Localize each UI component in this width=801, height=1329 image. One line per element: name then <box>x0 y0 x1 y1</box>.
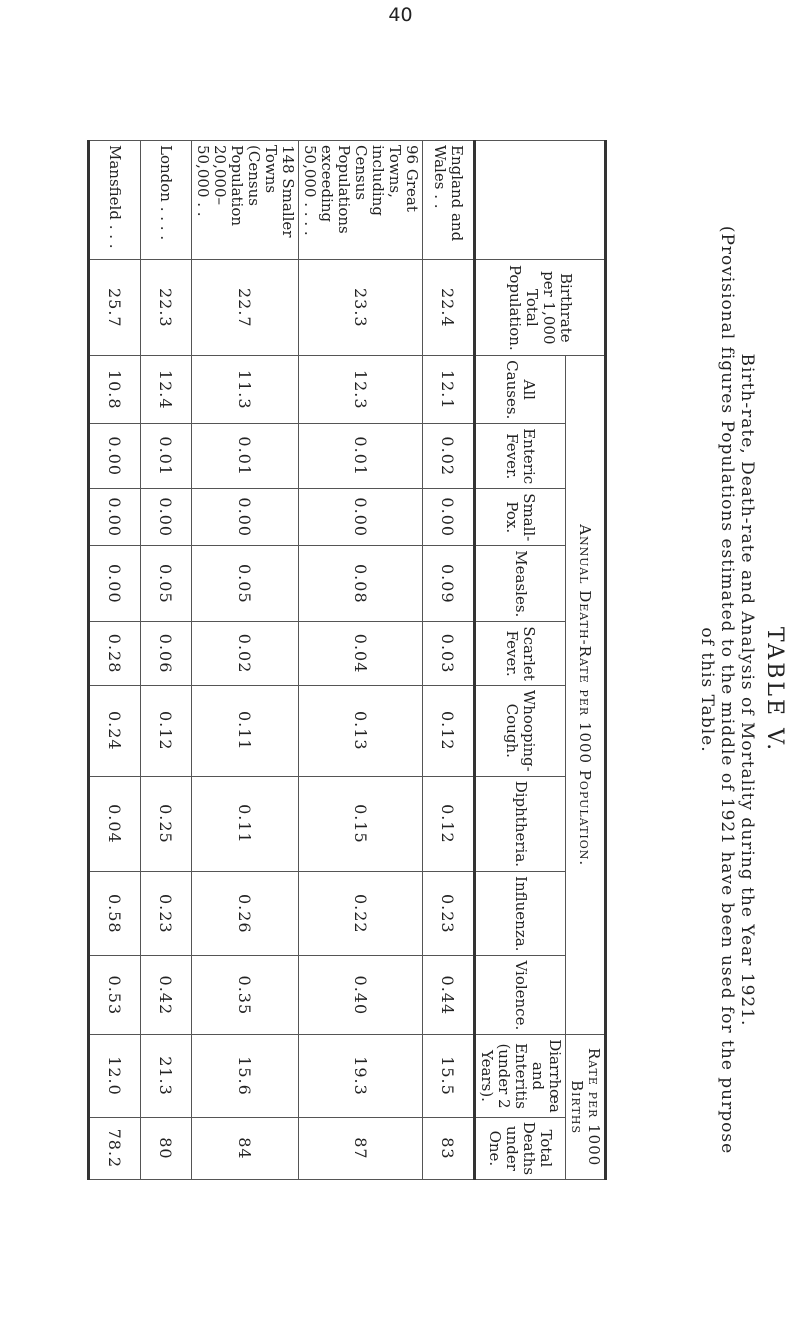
cell: 0.00 <box>423 489 475 546</box>
cell: 0.13 <box>299 685 423 776</box>
cell: 22.4 <box>423 260 475 356</box>
place-header <box>475 141 606 260</box>
row-label: Mansfield . . . <box>89 141 141 260</box>
table-row <box>423 141 475 1180</box>
cell: 0.15 <box>299 776 423 871</box>
col-whooping: Whooping-Cough. <box>475 685 566 776</box>
col-smallpox: Small-Pox. <box>475 489 566 546</box>
cell: 0.04 <box>89 776 141 871</box>
cell: 0.25 <box>141 776 192 871</box>
page-number: 40 <box>388 4 413 26</box>
cell: 0.09 <box>423 546 475 622</box>
subtitle-line-2: (Provisional figures Populations estimated to the middle of 1921 have been used for the purpose <box>717 225 737 1155</box>
col-enteric: Enteric Fever. <box>475 424 566 489</box>
col-measles: Measles. <box>475 546 566 622</box>
col-diarrhoea: Diarrhœa and Enteritis (under 2 Years). <box>475 1035 566 1118</box>
cell: 0.00 <box>299 489 423 546</box>
col-violence: Violence. <box>475 956 566 1035</box>
cell: 12.0 <box>89 1035 141 1118</box>
cell: 0.35 <box>192 956 299 1035</box>
cell: 12.1 <box>423 356 475 424</box>
col-all-causes: All Causes. <box>475 356 566 424</box>
table-row <box>89 141 141 1180</box>
cell: 0.02 <box>192 622 299 686</box>
cell: 0.01 <box>192 424 299 489</box>
cell: 84 <box>192 1117 299 1179</box>
cell: 0.44 <box>423 956 475 1035</box>
cell: 0.23 <box>141 872 192 956</box>
cell: 22.7 <box>192 260 299 356</box>
cell: 0.26 <box>192 872 299 956</box>
cell: 80 <box>141 1117 192 1179</box>
cell: 0.58 <box>89 872 141 956</box>
row-label: London . . . . <box>141 141 192 260</box>
rate-per-births-header: Rate per 1000 Births <box>566 1035 606 1180</box>
cell: 0.24 <box>89 685 141 776</box>
cell: 25.7 <box>89 260 141 356</box>
row-label: 96 Great Towns, including Census Populations exceeding 50,000 . . . . <box>299 141 423 260</box>
cell: 23.3 <box>299 260 423 356</box>
cell: 78.2 <box>89 1117 141 1179</box>
cell: 12.3 <box>299 356 423 424</box>
col-diphtheria: Diphtheria. <box>475 776 566 871</box>
table-title: TABLE V. <box>762 626 787 754</box>
cell: 87 <box>299 1117 423 1179</box>
row-label: 148 Smaller Towns (Census Population 20,000–50,000 . . <box>192 141 299 260</box>
cell: 15.6 <box>192 1035 299 1118</box>
cell: 0.01 <box>141 424 192 489</box>
cell: 0.00 <box>192 489 299 546</box>
cell: 0.05 <box>141 546 192 622</box>
cell: 12.4 <box>141 356 192 424</box>
cell: 0.01 <box>299 424 423 489</box>
cell: 10.8 <box>89 356 141 424</box>
col-influenza: Influenza. <box>475 872 566 956</box>
cell: 21.3 <box>141 1035 192 1118</box>
cell: 0.22 <box>299 872 423 956</box>
subtitle-line-3: of this Table. <box>697 627 717 753</box>
table-row <box>141 141 192 1180</box>
col-scarlet: Scarlet Fever. <box>475 622 566 686</box>
cell: 0.02 <box>423 424 475 489</box>
birthrate-header: Birthrate per 1,000 Total Population. <box>475 260 606 356</box>
cell: 0.12 <box>141 685 192 776</box>
cell: 0.12 <box>423 776 475 871</box>
row-label: England and Wales . . <box>423 141 475 260</box>
cell: 0.06 <box>141 622 192 686</box>
table-subtitle <box>697 110 757 1270</box>
cell: 0.23 <box>423 872 475 956</box>
cell: 0.42 <box>141 956 192 1035</box>
cell: 11.3 <box>192 356 299 424</box>
cell: 0.04 <box>299 622 423 686</box>
annual-death-rate-header: Annual Death-Rate per 1000 Population. <box>566 356 606 1035</box>
mortality-table <box>87 140 607 1180</box>
col-deaths-under-one: Total Deaths under One. <box>475 1117 566 1179</box>
table-row <box>192 141 299 1180</box>
cell: 0.03 <box>423 622 475 686</box>
cell: 22.3 <box>141 260 192 356</box>
cell: 0.00 <box>89 546 141 622</box>
subtitle-line-1: Birth-rate, Death-rate and Analysis of Mortality during the Year 1921. <box>737 353 757 1027</box>
cell: 15.5 <box>423 1035 475 1118</box>
cell: 0.08 <box>299 546 423 622</box>
cell: 0.00 <box>141 489 192 546</box>
rotated-page <box>105 110 787 1270</box>
cell: 0.00 <box>89 489 141 546</box>
cell: 0.28 <box>89 622 141 686</box>
cell: 0.11 <box>192 685 299 776</box>
cell: 19.3 <box>299 1035 423 1118</box>
cell: 83 <box>423 1117 475 1179</box>
cell: 0.12 <box>423 685 475 776</box>
cell: 0.53 <box>89 956 141 1035</box>
table-row <box>299 141 423 1180</box>
cell: 0.11 <box>192 776 299 871</box>
cell: 0.40 <box>299 956 423 1035</box>
cell: 0.00 <box>89 424 141 489</box>
cell: 0.05 <box>192 546 299 622</box>
